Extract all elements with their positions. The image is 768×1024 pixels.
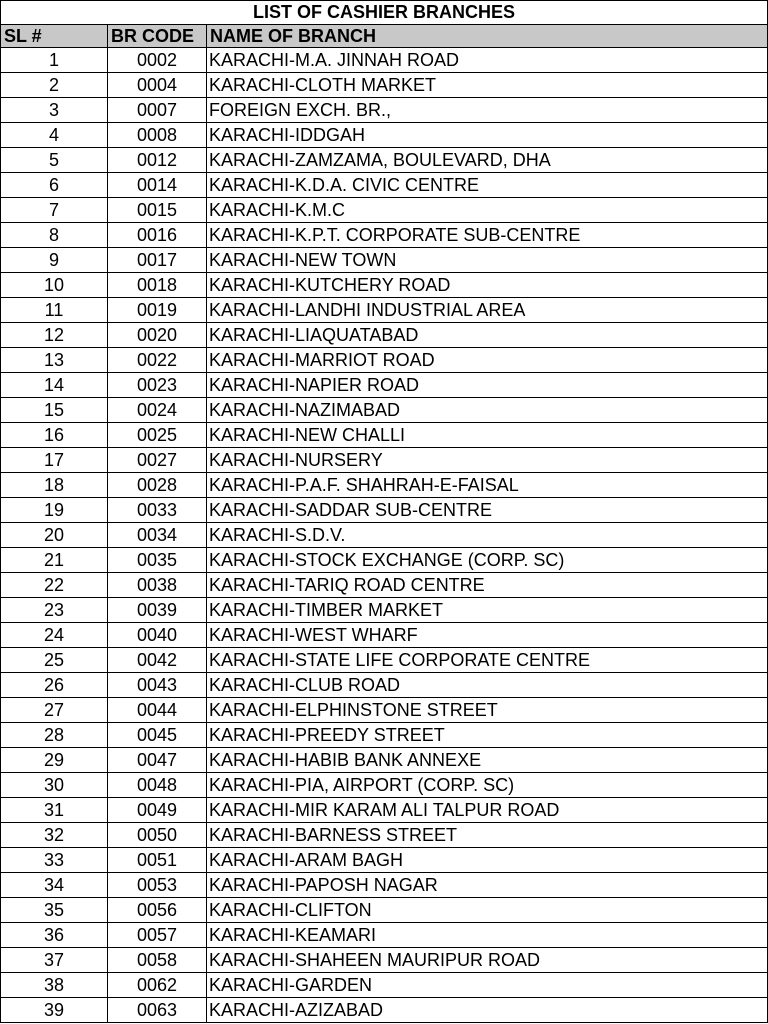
branch-name-cell[interactable]: KARACHI-IDDGAH <box>207 123 768 148</box>
branch-name-cell[interactable]: KARACHI-TARIQ ROAD CENTRE <box>207 573 768 598</box>
sl-cell[interactable]: 11 <box>1 298 108 323</box>
table-body <box>1 48 768 1023</box>
branch-name-cell[interactable]: KARACHI-LANDHI INDUSTRIAL AREA <box>207 298 768 323</box>
sl-cell[interactable]: 38 <box>1 973 108 998</box>
table-row <box>1 823 768 848</box>
br-code-cell[interactable]: 0044 <box>108 698 207 723</box>
br-code-cell[interactable]: 0039 <box>108 598 207 623</box>
br-code-cell[interactable]: 0057 <box>108 923 207 948</box>
br-code-cell[interactable]: 0042 <box>108 648 207 673</box>
sl-cell[interactable]: 34 <box>1 873 108 898</box>
branch-name-cell[interactable]: KARACHI-WEST WHARF <box>207 623 768 648</box>
sl-cell[interactable]: 10 <box>1 273 108 298</box>
br-code-cell[interactable]: 0045 <box>108 723 207 748</box>
sl-cell[interactable]: 5 <box>1 148 108 173</box>
branch-name-cell[interactable]: KARACHI-AZIZABAD <box>207 998 768 1023</box>
sl-cell[interactable]: 31 <box>1 798 108 823</box>
branch-name-cell[interactable]: KARACHI-SADDAR SUB-CENTRE <box>207 498 768 523</box>
sl-cell[interactable]: 23 <box>1 598 108 623</box>
table-row <box>1 898 768 923</box>
table-row <box>1 248 768 273</box>
branch-name-cell[interactable]: KARACHI-ELPHINSTONE STREET <box>207 698 768 723</box>
table-row <box>1 623 768 648</box>
br-code-cell[interactable]: 0014 <box>108 173 207 198</box>
table-row <box>1 573 768 598</box>
table-title: LIST OF CASHIER BRANCHES <box>1 1 768 25</box>
sl-cell[interactable]: 13 <box>1 348 108 373</box>
br-code-cell[interactable]: 0012 <box>108 148 207 173</box>
branch-name-cell[interactable]: KARACHI-CLUB ROAD <box>207 673 768 698</box>
table-row <box>1 173 768 198</box>
branch-name-cell[interactable]: KARACHI-M.A. JINNAH ROAD <box>207 48 768 73</box>
branch-name-cell[interactable]: KARACHI-PAPOSH NAGAR <box>207 873 768 898</box>
branch-name-cell[interactable]: KARACHI-LIAQUATABAD <box>207 323 768 348</box>
table-row <box>1 748 768 773</box>
branch-name-cell[interactable]: KARACHI-NURSERY <box>207 448 768 473</box>
sl-cell[interactable]: 14 <box>1 373 108 398</box>
br-code-cell[interactable]: 0027 <box>108 448 207 473</box>
branch-name-cell[interactable]: KARACHI-NAZIMABAD <box>207 398 768 423</box>
branch-name-cell[interactable]: KARACHI-STOCK EXCHANGE (CORP. SC) <box>207 548 768 573</box>
branch-name-cell[interactable]: KARACHI-ARAM BAGH <box>207 848 768 873</box>
column-header-sl[interactable]: SL # <box>1 25 108 48</box>
sl-cell[interactable]: 33 <box>1 848 108 873</box>
sl-cell[interactable]: 18 <box>1 473 108 498</box>
branch-name-cell[interactable]: KARACHI-STATE LIFE CORPORATE CENTRE <box>207 648 768 673</box>
table-row <box>1 473 768 498</box>
br-code-cell[interactable]: 0033 <box>108 498 207 523</box>
column-header-br-code[interactable]: BR CODE <box>108 25 207 48</box>
table-row <box>1 723 768 748</box>
br-code-cell[interactable]: 0016 <box>108 223 207 248</box>
branch-name-cell[interactable]: KARACHI-PREEDY STREET <box>207 723 768 748</box>
branch-name-cell[interactable]: KARACHI-BARNESS STREET <box>207 823 768 848</box>
br-code-cell[interactable]: 0063 <box>108 998 207 1023</box>
br-code-cell[interactable]: 0035 <box>108 548 207 573</box>
sl-cell[interactable]: 17 <box>1 448 108 473</box>
branch-name-cell[interactable]: KARACHI-KUTCHERY ROAD <box>207 273 768 298</box>
table-row <box>1 298 768 323</box>
sl-cell[interactable]: 24 <box>1 623 108 648</box>
table-row <box>1 873 768 898</box>
br-code-cell[interactable]: 0038 <box>108 573 207 598</box>
branch-name-cell[interactable]: KARACHI-PIA, AIRPORT (CORP. SC) <box>207 773 768 798</box>
branch-name-cell[interactable]: KARACHI-NEW TOWN <box>207 248 768 273</box>
table-row <box>1 448 768 473</box>
br-code-cell[interactable]: 0048 <box>108 773 207 798</box>
sl-cell[interactable]: 32 <box>1 823 108 848</box>
br-code-cell[interactable]: 0056 <box>108 898 207 923</box>
branch-name-cell[interactable]: KARACHI-S.D.V. <box>207 523 768 548</box>
br-code-cell[interactable]: 0050 <box>108 823 207 848</box>
table-row <box>1 98 768 123</box>
sl-cell[interactable]: 35 <box>1 898 108 923</box>
table-row <box>1 998 768 1023</box>
branch-name-cell[interactable]: KARACHI-GARDEN <box>207 973 768 998</box>
table-row <box>1 773 768 798</box>
sl-cell[interactable]: 6 <box>1 173 108 198</box>
branch-name-cell[interactable]: KARACHI-K.M.C <box>207 198 768 223</box>
table-row <box>1 548 768 573</box>
branch-name-cell[interactable]: FOREIGN EXCH. BR., <box>207 98 768 123</box>
column-header-branch-name[interactable]: NAME OF BRANCH <box>207 25 768 48</box>
br-code-cell[interactable]: 0049 <box>108 798 207 823</box>
br-code-cell[interactable]: 0024 <box>108 398 207 423</box>
br-code-cell[interactable]: 0022 <box>108 348 207 373</box>
br-code-cell[interactable]: 0047 <box>108 748 207 773</box>
sl-cell[interactable]: 20 <box>1 523 108 548</box>
table-row <box>1 48 768 73</box>
branch-name-cell[interactable]: KARACHI-NAPIER ROAD <box>207 373 768 398</box>
sl-cell[interactable]: 1 <box>1 48 108 73</box>
branch-name-cell[interactable]: KARACHI-CLOTH MARKET <box>207 73 768 98</box>
sl-cell[interactable]: 39 <box>1 998 108 1023</box>
br-code-cell[interactable]: 0018 <box>108 273 207 298</box>
sl-cell[interactable]: 27 <box>1 698 108 723</box>
br-code-cell[interactable]: 0062 <box>108 973 207 998</box>
table-row <box>1 223 768 248</box>
table-row <box>1 948 768 973</box>
sl-cell[interactable]: 29 <box>1 748 108 773</box>
table-row <box>1 498 768 523</box>
branch-name-cell[interactable]: KARACHI-K.D.A. CIVIC CENTRE <box>207 173 768 198</box>
sl-cell[interactable]: 3 <box>1 98 108 123</box>
table-row <box>1 123 768 148</box>
branch-name-cell[interactable]: KARACHI-HABIB BANK ANNEXE <box>207 748 768 773</box>
title-row <box>1 1 768 25</box>
sl-cell[interactable]: 30 <box>1 773 108 798</box>
sl-cell[interactable]: 7 <box>1 198 108 223</box>
sl-cell[interactable]: 12 <box>1 323 108 348</box>
table-row <box>1 323 768 348</box>
table-row <box>1 973 768 998</box>
table-row <box>1 648 768 673</box>
table-row <box>1 698 768 723</box>
table-row <box>1 798 768 823</box>
branch-name-cell[interactable]: KARACHI-SHAHEEN MAURIPUR ROAD <box>207 948 768 973</box>
sl-cell[interactable]: 2 <box>1 73 108 98</box>
br-code-cell[interactable]: 0040 <box>108 623 207 648</box>
branch-name-cell[interactable]: KARACHI-MIR KARAM ALI TALPUR ROAD <box>207 798 768 823</box>
br-code-cell[interactable]: 0015 <box>108 198 207 223</box>
branch-name-cell[interactable]: KARACHI-NEW CHALLI <box>207 423 768 448</box>
table-row <box>1 848 768 873</box>
sl-cell[interactable]: 25 <box>1 648 108 673</box>
br-code-cell[interactable]: 0051 <box>108 848 207 873</box>
br-code-cell[interactable]: 0025 <box>108 423 207 448</box>
br-code-cell[interactable]: 0004 <box>108 73 207 98</box>
sl-cell[interactable]: 21 <box>1 548 108 573</box>
branch-name-cell[interactable]: KARACHI-CLIFTON <box>207 898 768 923</box>
br-code-cell[interactable]: 0034 <box>108 523 207 548</box>
sl-cell[interactable]: 36 <box>1 923 108 948</box>
sl-cell[interactable]: 16 <box>1 423 108 448</box>
branch-name-cell[interactable]: KARACHI-KEAMARI <box>207 923 768 948</box>
table-row <box>1 273 768 298</box>
br-code-cell[interactable]: 0017 <box>108 248 207 273</box>
br-code-cell[interactable]: 0007 <box>108 98 207 123</box>
br-code-cell[interactable]: 0008 <box>108 123 207 148</box>
br-code-cell[interactable]: 0058 <box>108 948 207 973</box>
branch-name-cell[interactable]: KARACHI-ZAMZAMA, BOULEVARD, DHA <box>207 148 768 173</box>
sl-cell[interactable]: 4 <box>1 123 108 148</box>
table-row <box>1 598 768 623</box>
sl-cell[interactable]: 22 <box>1 573 108 598</box>
table-row <box>1 923 768 948</box>
table-row <box>1 73 768 98</box>
sl-cell[interactable]: 37 <box>1 948 108 973</box>
br-code-cell[interactable]: 0028 <box>108 473 207 498</box>
table-row <box>1 423 768 448</box>
table-row <box>1 148 768 173</box>
branch-name-cell[interactable]: KARACHI-MARRIOT ROAD <box>207 348 768 373</box>
table-row <box>1 523 768 548</box>
sl-cell[interactable]: 8 <box>1 223 108 248</box>
sl-cell[interactable]: 28 <box>1 723 108 748</box>
table-row <box>1 373 768 398</box>
table-row <box>1 348 768 373</box>
br-code-cell[interactable]: 0053 <box>108 873 207 898</box>
table-row <box>1 673 768 698</box>
br-code-cell[interactable]: 0020 <box>108 323 207 348</box>
header-row <box>1 25 768 48</box>
br-code-cell[interactable]: 0002 <box>108 48 207 73</box>
sl-cell[interactable]: 15 <box>1 398 108 423</box>
branch-name-cell[interactable]: KARACHI-K.P.T. CORPORATE SUB-CENTRE <box>207 223 768 248</box>
branch-name-cell[interactable]: KARACHI-TIMBER MARKET <box>207 598 768 623</box>
sl-cell[interactable]: 26 <box>1 673 108 698</box>
sl-cell[interactable]: 19 <box>1 498 108 523</box>
br-code-cell[interactable]: 0023 <box>108 373 207 398</box>
branch-name-cell[interactable]: KARACHI-P.A.F. SHAHRAH-E-FAISAL <box>207 473 768 498</box>
table-row <box>1 398 768 423</box>
sl-cell[interactable]: 9 <box>1 248 108 273</box>
br-code-cell[interactable]: 0019 <box>108 298 207 323</box>
br-code-cell[interactable]: 0043 <box>108 673 207 698</box>
table-row <box>1 198 768 223</box>
